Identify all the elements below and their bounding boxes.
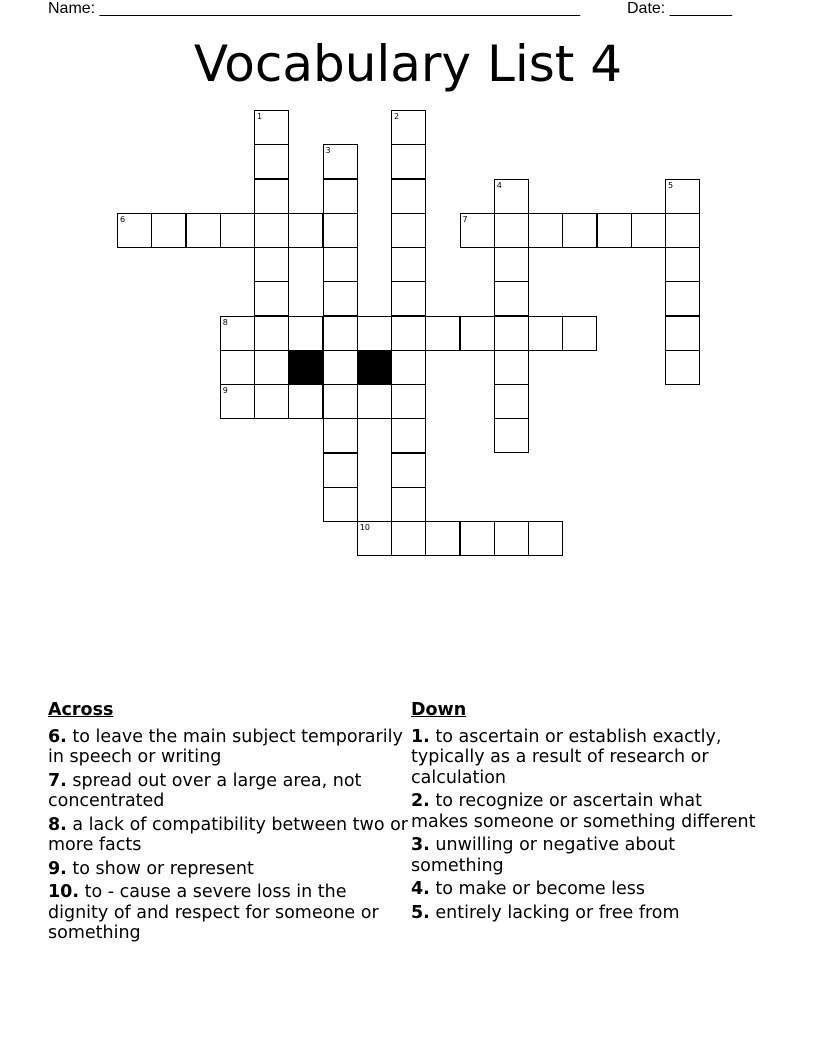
crossword-cell[interactable]: [220, 213, 255, 248]
crossword-cell[interactable]: [391, 213, 426, 248]
crossword-cell[interactable]: [288, 316, 323, 351]
down-clue: [411, 835, 761, 876]
clue-text: spread out over a large area, not concentrated: [48, 770, 362, 811]
crossword-cell[interactable]: [494, 247, 529, 282]
crossword-cell[interactable]: [323, 247, 358, 282]
clue-number-label: 2: [394, 112, 400, 121]
crossword-cell[interactable]: [323, 144, 358, 179]
down-clue: [411, 791, 761, 832]
crossword-cell[interactable]: [288, 213, 323, 248]
across-heading: Across: [48, 700, 114, 720]
crossword-cell[interactable]: [494, 281, 529, 316]
clue-number: 9.: [48, 858, 67, 879]
crossword-cell[interactable]: [391, 316, 426, 351]
crossword-cell[interactable]: [254, 316, 289, 351]
crossword-cell[interactable]: [288, 384, 323, 419]
crossword-cell[interactable]: [665, 350, 700, 385]
clue-number-label: 10: [359, 523, 370, 532]
clue-number-label: 5: [668, 180, 674, 190]
page-title: Vocabulary List 4: [193, 35, 623, 93]
crossword-cell[interactable]: [254, 247, 289, 282]
crossword-cell[interactable]: [323, 487, 358, 522]
clue-number-label: 8: [222, 317, 228, 327]
clue-number: 4.: [411, 879, 430, 899]
clue-number-label: 6: [120, 214, 126, 224]
clue-number-label: 9: [222, 386, 228, 395]
crossword-cell[interactable]: [117, 213, 152, 248]
down-clue: [411, 727, 761, 789]
black-square: [357, 350, 392, 385]
clue-number: 5.: [411, 902, 430, 923]
crossword-cell[interactable]: [597, 213, 632, 248]
down-clues: [411, 700, 761, 926]
crossword-cell[interactable]: [460, 213, 495, 248]
crossword-cell[interactable]: [425, 316, 460, 351]
crossword-cell[interactable]: [151, 213, 186, 248]
across-clue: [48, 727, 410, 768]
crossword-cell[interactable]: [562, 316, 597, 351]
crossword-cell[interactable]: [254, 281, 289, 316]
down-clue: [411, 903, 761, 924]
across-clue: [48, 771, 410, 812]
crossword-cell[interactable]: [494, 179, 529, 214]
clue-number-label: 1: [257, 112, 263, 121]
crossword-cell[interactable]: [323, 453, 358, 488]
crossword-cell[interactable]: [220, 316, 255, 351]
crossword-cell[interactable]: [494, 384, 529, 419]
crossword-cell[interactable]: [357, 521, 392, 556]
crossword-cell[interactable]: [254, 179, 289, 214]
crossword-cell[interactable]: [494, 316, 529, 351]
crossword-cell[interactable]: [220, 384, 255, 419]
clue-number-label: 3: [325, 146, 331, 156]
clue-number-label: 7: [462, 214, 468, 224]
clue-number: 6.: [48, 726, 67, 747]
black-square: [288, 350, 323, 385]
crossword-cell[interactable]: [665, 316, 700, 351]
crossword-cell[interactable]: [494, 418, 529, 453]
crossword-cell[interactable]: [254, 350, 289, 385]
clue-text: to - cause a severe loss in the dignity of and respect for someone or something: [48, 882, 379, 943]
name-field-label[interactable]: Name: ______________________________________________________: [48, 0, 581, 17]
across-clue: [48, 882, 410, 944]
clue-text: unwilling or negative about something: [411, 835, 676, 876]
clue-number: 2.: [411, 791, 430, 811]
crossword-cell[interactable]: [528, 213, 563, 248]
crossword-cell[interactable]: [357, 316, 392, 351]
crossword-cell[interactable]: [391, 521, 426, 556]
crossword-cell[interactable]: [391, 453, 426, 488]
clue-text: to ascertain or establish exactly, typically as a result of research or calculation: [411, 726, 722, 788]
clue-number-label: 4: [496, 180, 502, 190]
crossword-cell[interactable]: [528, 316, 563, 351]
crossword-cell[interactable]: [391, 281, 426, 316]
crossword-cell[interactable]: [220, 350, 255, 385]
crossword-cell[interactable]: [323, 213, 358, 248]
crossword-cell[interactable]: [494, 213, 529, 248]
clue-text: a lack of compatibility between two or more facts: [48, 814, 409, 855]
clue-text: to make or become less: [429, 879, 646, 899]
crossword-cell[interactable]: [254, 384, 289, 419]
crossword-cell[interactable]: [323, 316, 358, 351]
clue-number: 8.: [48, 814, 67, 835]
crossword-cell[interactable]: [665, 247, 700, 282]
across-clue: [48, 815, 410, 856]
clue-text: to leave the main subject temporarily in speech or writing: [48, 726, 403, 767]
across-clue: [48, 859, 410, 880]
crossword-cell[interactable]: [323, 281, 358, 316]
crossword-cell[interactable]: [460, 521, 495, 556]
crossword-cell[interactable]: [460, 316, 495, 351]
clue-number: 1.: [411, 726, 430, 747]
clue-number: 7.: [48, 770, 67, 791]
crossword-cell[interactable]: [254, 213, 289, 248]
crossword-cell[interactable]: [391, 144, 426, 179]
crossword-cell[interactable]: [254, 144, 289, 179]
crossword-cell[interactable]: [391, 384, 426, 419]
crossword-cell[interactable]: [391, 179, 426, 214]
crossword-cell[interactable]: [562, 213, 597, 248]
crossword-cell[interactable]: [323, 418, 358, 453]
crossword-cell[interactable]: [631, 213, 666, 248]
crossword-cell[interactable]: [323, 179, 358, 214]
crossword-cell[interactable]: [665, 213, 700, 248]
clue-text: entirely lacking or free from: [429, 902, 680, 923]
clue-text: to show or represent: [66, 858, 254, 879]
clue-number: 3.: [411, 835, 430, 855]
crossword-cell[interactable]: [357, 384, 392, 419]
crossword-cell[interactable]: [391, 487, 426, 522]
clue-text: to recognize or ascertain what makes someone or something different: [411, 791, 756, 832]
crossword-cell[interactable]: [665, 281, 700, 316]
crossword-cell[interactable]: [323, 350, 358, 385]
crossword-cell[interactable]: [425, 521, 460, 556]
crossword-cell[interactable]: [528, 521, 563, 556]
date-field-label[interactable]: Date: _______: [627, 0, 732, 17]
crossword-cell[interactable]: [391, 418, 426, 453]
crossword-cell[interactable]: [665, 179, 700, 214]
crossword-cell[interactable]: [391, 247, 426, 282]
crossword-cell[interactable]: [494, 521, 529, 556]
crossword-cell[interactable]: [186, 213, 221, 248]
crossword-cell[interactable]: [391, 110, 426, 145]
down-clue: [411, 879, 761, 900]
crossword-cell[interactable]: [254, 110, 289, 145]
down-heading: Down: [411, 700, 467, 720]
crossword-cell[interactable]: [391, 350, 426, 385]
crossword-cell[interactable]: [323, 384, 358, 419]
clue-number: 10.: [48, 882, 80, 902]
crossword-cell[interactable]: [494, 350, 529, 385]
across-clues: [48, 700, 410, 947]
